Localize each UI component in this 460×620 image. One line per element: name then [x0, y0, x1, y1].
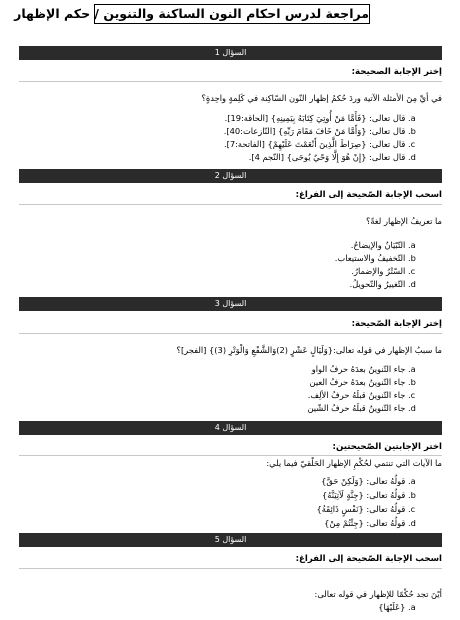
option-letter: d. [408, 279, 416, 289]
question-3-instruction: إختر الإجابة الصّحيحة: [351, 319, 442, 329]
option-text: جاء التّنوينُ قبلَهُ حرفُ الشّين [307, 403, 406, 413]
question-5-header: السؤال 5 [19, 533, 442, 547]
option-text: جاء التّنوينُ قبلَهُ حرفُ الألِف. [307, 390, 406, 400]
question-1-instruction: إختر الإجابة الصحيحة: [351, 67, 442, 77]
option-letter: a. [408, 602, 416, 612]
question-4-option-b[interactable] [60, 490, 420, 501]
option-letter: c. [408, 139, 416, 149]
question-2-prompt: ما تعريفُ الإظهار لغةً؟ [365, 216, 442, 226]
divider [19, 568, 442, 569]
option-letter: b. [408, 253, 416, 263]
page-title: مراجعة لدرس احكام النون الساكنة والتنوين / حكم الإظهار [94, 4, 370, 24]
option-letter: a. [408, 240, 416, 250]
question-5-instruction: اسحب الإجابة الصّحيحة إلى الفراغ: [295, 554, 442, 564]
option-text: قولُهُ تعالى: {جِنَّةٍ لَآتِيَنَّهُ} [322, 490, 406, 500]
question-2-header: السؤال 2 [19, 169, 442, 183]
question-1-option-d[interactable] [60, 152, 420, 163]
question-4-option-d[interactable] [60, 518, 420, 529]
divider [19, 333, 442, 334]
option-letter: a. [408, 364, 416, 374]
question-4-instruction: اختر الإجابتين الصّحيحتين: [332, 442, 442, 452]
option-letter: d. [408, 152, 416, 162]
option-text: السّتْرُ والإضمارُ. [351, 266, 406, 276]
question-2-option-d[interactable] [60, 279, 420, 290]
option-letter: a. [408, 113, 416, 123]
option-letter: b. [408, 126, 416, 136]
question-3-option-b[interactable] [60, 377, 420, 388]
question-4-option-c[interactable] [60, 504, 420, 515]
question-1-prompt: في أيِّ مِنَ الأمثلة الآتية وردَ حُكمُ إظهار النّون السّاكِنة في كَلِمةٍ واحِدةٍ؟ [201, 93, 442, 103]
divider [19, 81, 442, 82]
option-text: قال تعالى: {وَأَمَّا مَنْ خَافَ مَقَامَ رَبِّهِ} [النّازعات:40]. [223, 126, 406, 136]
question-4-prompt: ما الآيات التي تنتمي لحُكْمِ الإظهار الحَلْقيّ فيما يلي: [266, 458, 442, 468]
option-text: التّغييرُ والتّحويلُ. [349, 279, 406, 289]
option-text: قال تعالى: {صِرَاطَ الَّذِينَ أَنْعَمْتَ عَلَيْهِمْ} [الفاتحة:7]. [223, 139, 406, 149]
question-2-option-b[interactable] [60, 253, 420, 264]
question-1-option-b[interactable] [60, 126, 420, 137]
option-text: التّبْيَانُ والإيضاحُ. [350, 240, 406, 250]
option-text: جاء التّنوينُ بعدَهُ حرفُ العين [309, 377, 406, 387]
question-2-option-c[interactable] [60, 266, 420, 277]
option-text: قولُهُ تعالى: {وَلَكِنْ حَقَّ} [321, 476, 406, 486]
question-3-header: السؤال 3 [19, 297, 442, 311]
option-text: قال تعالى: {إِنْ هُوَ إِلَّا وَحْيٌ يُوحَى} [النّجم 4]. [248, 152, 406, 162]
option-letter: d. [408, 403, 416, 413]
option-text: قولُهُ تعالى: {نَفْسٍ ذَائِقَةُ} [316, 504, 406, 514]
option-text: قال تعالى: {فَأَمَّا مَنْ أُوتِيَ كِتَابَهُ بِيَمِينِهِ} [الحاقة:19]. [224, 113, 406, 123]
option-letter: d. [408, 518, 416, 528]
question-5-option-a[interactable] [60, 602, 420, 613]
option-text: جاء التّنوينُ بعدَهُ حرفُ الواو [311, 364, 406, 374]
question-3-option-c[interactable] [60, 390, 420, 401]
question-2-option-a[interactable] [60, 240, 420, 251]
option-letter: c. [408, 504, 416, 514]
question-1-option-a[interactable] [60, 113, 420, 124]
option-text: قولُهُ تعالى: {جِئْتُمْ مِنْ} [324, 518, 406, 528]
question-3-option-d[interactable] [60, 403, 420, 414]
option-letter: b. [408, 377, 416, 387]
question-1-option-c[interactable] [60, 139, 420, 150]
question-5-prompt: أيْنَ تجد حُكْمًا للإظهار في قوله تعالى: [314, 589, 442, 599]
question-4-option-a[interactable] [60, 476, 420, 487]
question-4-header: السؤال 4 [19, 421, 442, 435]
option-letter: a. [408, 476, 416, 486]
divider [19, 455, 442, 456]
question-1-header: السؤال 1 [19, 46, 442, 60]
divider [19, 204, 442, 205]
option-letter: b. [408, 490, 416, 500]
question-3-prompt: ما سببُ الإظهار في قوله تعالى:{وَلَيَالٍ عَشْرٍ (2)وَالشَّفْعِ وَالْوَتْرِ (3)} [الفجر]؟ [176, 345, 442, 355]
option-text: التّخفيفُ والاستيعاب. [334, 253, 406, 263]
option-letter: c. [408, 390, 416, 400]
question-3-option-a[interactable] [60, 364, 420, 375]
question-2-instruction: اسحب الإجابة الصّحيحة إلى الفراغ: [295, 190, 442, 200]
option-letter: c. [408, 266, 416, 276]
option-text: {عَلَيْهَا} [378, 602, 406, 612]
